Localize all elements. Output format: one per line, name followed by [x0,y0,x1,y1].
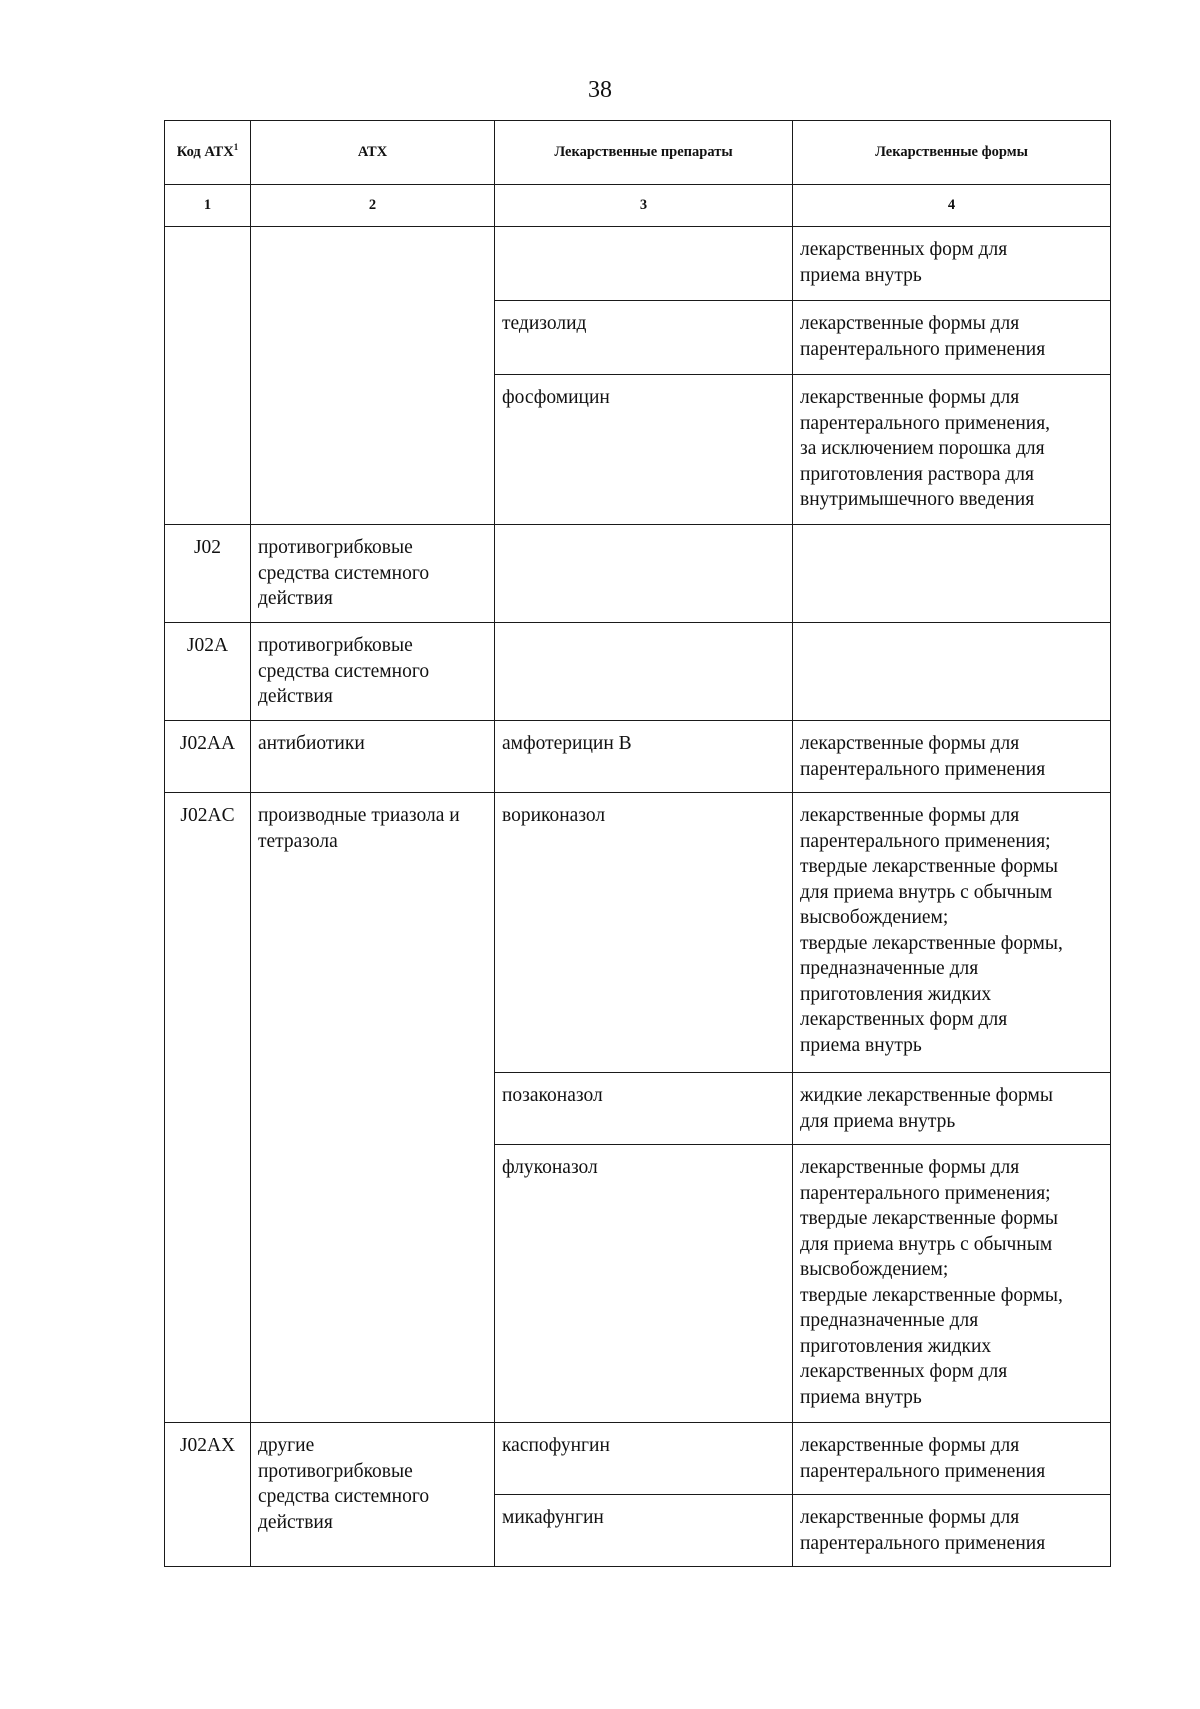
table-row [165,227,1111,301]
drug-cell: тедизолид [495,301,793,375]
table-row [165,525,1111,623]
header-drugs: Лекарственные препараты [495,121,793,185]
forms-cell: лекарственные формы для парентерального применения [793,721,1111,793]
drug-cell: фосфомицин [495,375,793,525]
drug-cell [495,227,793,301]
forms-cell: лекарственные формы для парентерального применения [793,1423,1111,1495]
drug-cell: микафунгин [495,1495,793,1567]
column-number: 3 [495,185,793,227]
atc-code-cell: J02AA [165,721,251,793]
forms-cell: лекарственные формы для парентерального применения; твердые лекарственные формы для приема внутрь с обычным высвобождением; твердые лекарственные формы, предназначенные для приготовления жидких лекарственных форм для приема внутрь [793,793,1111,1073]
forms-cell [793,525,1111,623]
atc-code-cell: J02AC [165,793,251,1423]
forms-cell [793,623,1111,721]
atc-code-cell [165,227,251,525]
page-number: 38 [588,77,612,103]
header-atc-code-label: Код АТХ [176,144,234,160]
atc-name-cell: антибиотики [251,721,495,793]
atc-drug-table [164,120,1111,1567]
header-forms: Лекарственные формы [793,121,1111,185]
drug-cell: вориконазол [495,793,793,1073]
table-row [165,793,1111,1073]
drug-cell [495,623,793,721]
atc-name-cell [251,227,495,525]
table-row [165,721,1111,793]
column-number: 1 [165,185,251,227]
header-atc-code [165,121,251,185]
forms-cell: жидкие лекарственные формы для приема внутрь [793,1073,1111,1145]
column-number: 4 [793,185,1111,227]
drug-cell: позаконазол [495,1073,793,1145]
forms-cell: лекарственные формы для парентерального применения [793,301,1111,375]
atc-name-cell: другие противогрибковые средства системного действия [251,1423,495,1567]
atc-code-cell: J02 [165,525,251,623]
forms-cell: лекарственные формы для парентерального применения, за исключением порошка для приготовления раствора для внутримышечного введения [793,375,1111,525]
table-row [165,623,1111,721]
drug-cell: флуконазол [495,1145,793,1423]
table-header-row [165,121,1111,185]
drug-cell: амфотерицин В [495,721,793,793]
forms-cell: лекарственных форм для приема внутрь [793,227,1111,301]
header-atc: АТХ [251,121,495,185]
drug-cell: каспофунгин [495,1423,793,1495]
drug-cell [495,525,793,623]
forms-cell: лекарственные формы для парентерального применения [793,1495,1111,1567]
atc-name-cell: противогрибковые средства системного действия [251,525,495,623]
atc-name-cell: производные триазола и тетразола [251,793,495,1423]
column-number: 2 [251,185,495,227]
footnote-marker: 1 [233,142,239,153]
atc-name-cell: противогрибковые средства системного действия [251,623,495,721]
atc-code-cell: J02AX [165,1423,251,1567]
table-row [165,1423,1111,1495]
atc-code-cell: J02A [165,623,251,721]
forms-cell: лекарственные формы для парентерального применения; твердые лекарственные формы для приема внутрь с обычным высвобождением; твердые лекарственные формы, предназначенные для приготовления жидких лекарственных форм для приема внутрь [793,1145,1111,1423]
column-number-row [165,185,1111,227]
